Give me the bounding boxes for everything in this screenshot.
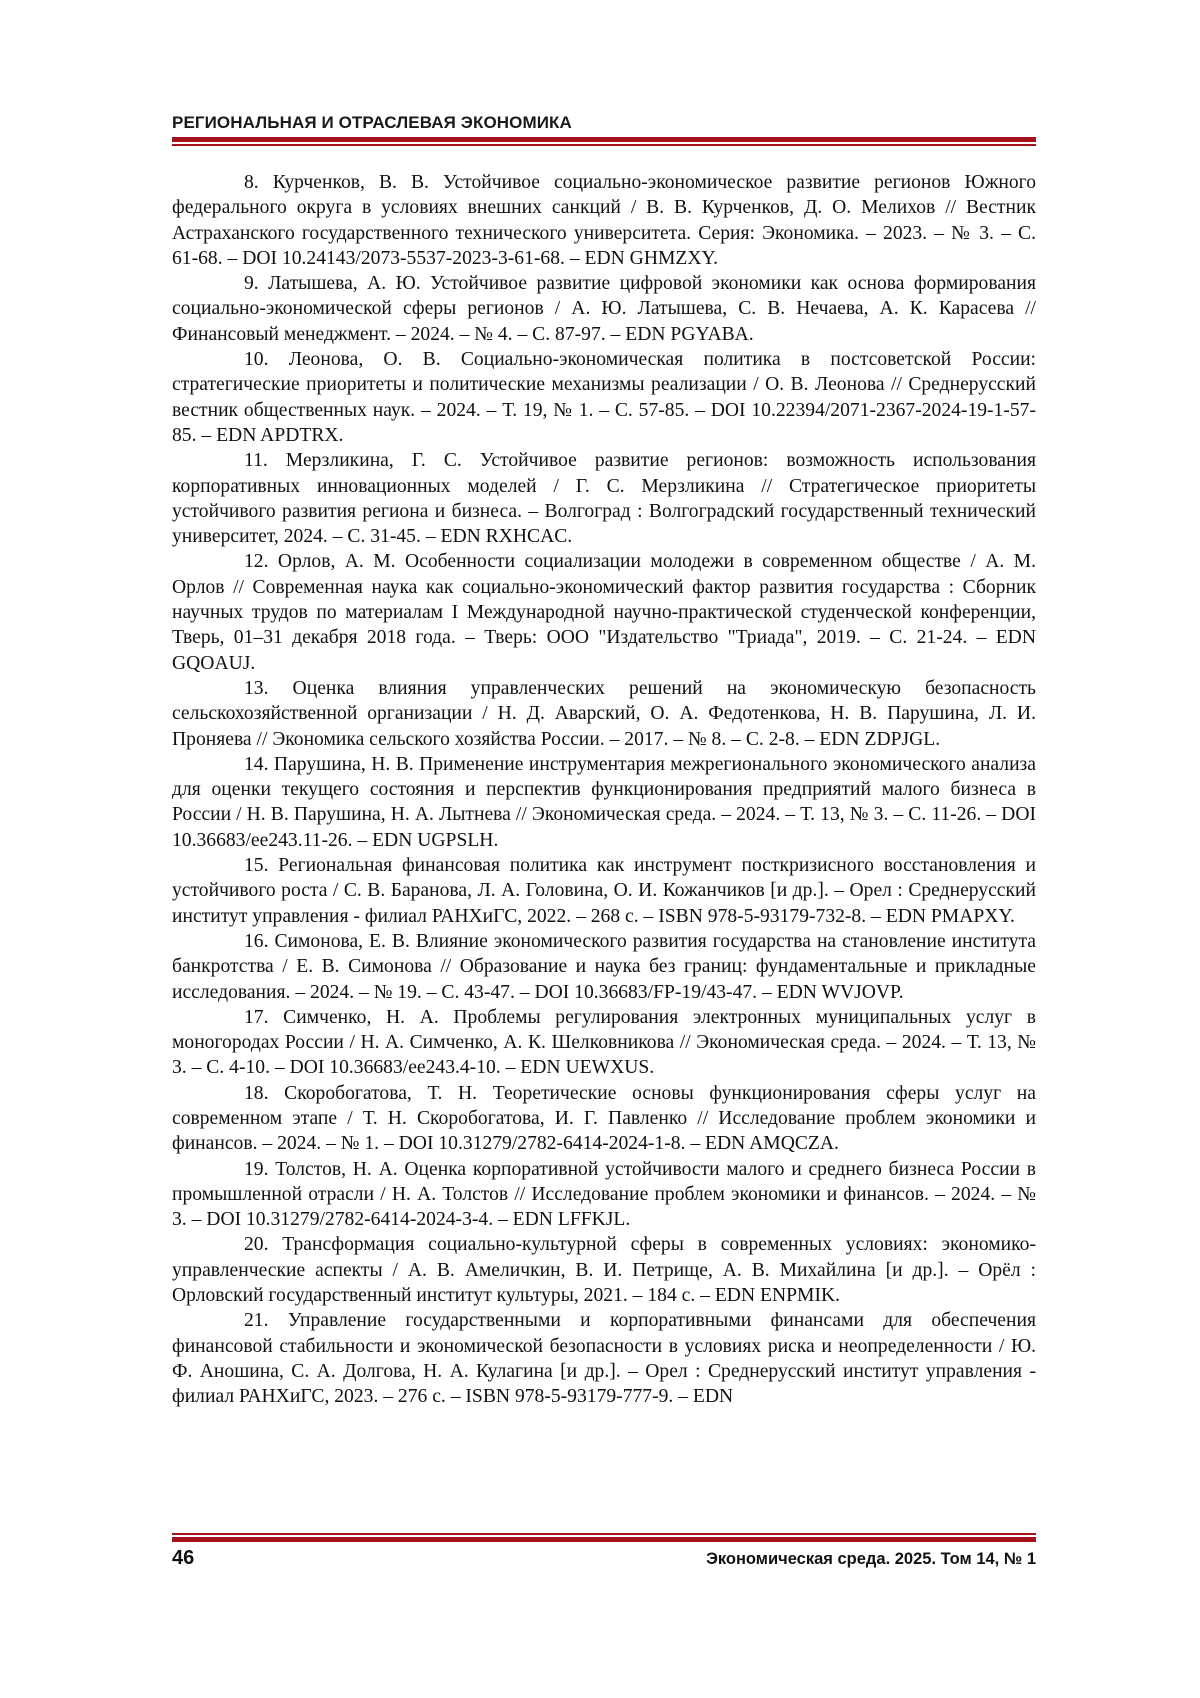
reference-item: 16. Симонова, Е. В. Влияние экономического развития государства на становление института банкротства / Е. В. Симонова // Образование и наука без границ: фундаменталь­ные и прикладные исследования. – 2024. – № 19. – С. 43-47. – DOI 10.36683/FP-19/43-47. – EDN WVJOVP. xyxy=(172,929,1036,1005)
reference-item: 19. Толстов, Н. А. Оценка корпоративной устойчивости малого и среднего бизнеса России в промышленной отрасли / Н. А. Толстов // Исследование проблем экономики и финансов. – 2024. – № 3. – DOI 10.31279/2782-6414-2024-3-4. – EDN LFFKJL. xyxy=(172,1157,1036,1233)
reference-item: 21. Управление государственными и корпоративными финансами для обеспечения финансовой стабильности и экономической безопасности в условиях риска и неопределен­ности / Ю. Ф. Аношина, С. А. Долгова, Н. А. Кулагина [и др.]. – Орел : Среднерусский институт управления - филиал РАНХиГС, 2023. – 276 с. – ISBN 978-5-93179-777-9. – EDN xyxy=(172,1308,1036,1409)
header-rule-thick xyxy=(172,137,1036,142)
footer-rule-thin xyxy=(172,1533,1036,1535)
reference-item: 14. Парушина, Н. В. Применение инструментария межрегионального экономиче­ского анализа для оценки текущего состояния и перспектив функционирования предприя­тий малого бизнеса в России / Н. В. Парушина, Н. А. Лытнева // Экономическая среда. – 2024. – Т. 13, № 3. – С. 11-26. – DOI 10.36683/ee243.11-26. – EDN UGPSLH. xyxy=(172,752,1036,853)
reference-item: 20. Трансформация социально-культурной сферы в современных условиях: эконо­мико-управленческие аспекты / А. В. Амеличкин, В. И. Петрище, А. В. Михайлина [и др.]. – Орёл : Орловский государственный институт культуры, 2021. – 184 с. – EDN ENPMIK. xyxy=(172,1232,1036,1308)
reference-list xyxy=(172,170,1036,1410)
page-number: 46 xyxy=(172,1547,194,1570)
reference-item: 10. Леонова, О. В. Социально-экономическая политика в постсоветской России: стратегические приоритеты и политические механизмы реализации / О. В. Леонова // Сред­нерусский вестник общественных наук. – 2024. – Т. 19, № 1. – С. 57-85. – DOI 10.22394/2071-2367-2024-19-1-57-85. – EDN APDTRX. xyxy=(172,347,1036,448)
journal-page xyxy=(0,0,1200,1698)
reference-item: 15. Региональная финансовая политика как инструмент посткризисного восстанов­ления и устойчивого роста / С. В. Баранова, Л. А. Головина, О. И. Кожанчиков [и др.]. – Орел : Среднерусский институт управления - филиал РАНХиГС, 2022. – 268 с. – ISBN 978-5-93179-732-8. – EDN PMAPXY. xyxy=(172,853,1036,929)
reference-item: 8. Курченков, В. В. Устойчивое социально-экономическое развитие регионов Юж­ного федерального округа в условиях внешних санкций / В. В. Курченков, Д. О. Мелихов // Вестник Астраханского государственного технического университета. Серия: Эконо­мика. – 2023. – № 3. – С. 61-68. – DOI 10.24143/2073-5537-2023-3-61-68. – EDN GHMZXY. xyxy=(172,170,1036,271)
reference-item: 13. Оценка влияния управленческих решений на экономическую безопасность сельскохозяйственной организации / Н. Д. Аварский, О. А. Федотенкова, Н. В. Парушина, Л. И. Проняева // Экономика сельского хозяйства России. – 2017. – № 8. – С. 2-8. – EDN ZDPJGL. xyxy=(172,676,1036,752)
header-rule-thin xyxy=(172,144,1036,146)
reference-item: 12. Орлов, А. М. Особенности социализации молодежи в современном обществе / А. М. Орлов // Современная наука как социально-экономический фактор развития государ­ства : Сборник научных трудов по материалам I Международной научно-практической студенческой конференции, Тверь, 01–31 декабря 2018 года. – Тверь: ООО "Издательство "Триада", 2019. – С. 21-24. – EDN GQOAUJ. xyxy=(172,549,1036,675)
reference-item: 11. Мерзликина, Г. С. Устойчивое развитие регионов: возможность использования корпоративных инновационных моделей / Г. С. Мерзликина // Стратегическое приоритеты устойчивого развития региона и бизнеса. – Волгоград : Волгоградский государственный технический университет, 2024. – С. 31-45. – EDN RXHCAC. xyxy=(172,448,1036,549)
section-title: РЕГИОНАЛЬНАЯ И ОТРАСЛЕВАЯ ЭКОНОМИКА xyxy=(172,113,572,133)
reference-item: 9. Латышева, А. Ю. Устойчивое развитие цифровой экономики как основа форми­рования социально-экономической сферы регионов / А. Ю. Латышева, С. В. Нечаева, А. К. Карасева // Финансовый менеджмент. – 2024. – № 4. – С. 87-97. – EDN PGYABA. xyxy=(172,271,1036,347)
footer-rule-thick xyxy=(172,1537,1036,1542)
journal-citation: Экономическая среда. 2025. Том 14, № 1 xyxy=(706,1550,1036,1569)
reference-item: 18. Скоробогатова, Т. Н. Теоретические основы функционирования сферы услуг на современном этапе / Т. Н. Скоробогатова, И. Г. Павленко // Исследование проблем эконо­мики и финансов. – 2024. – № 1. – DOI 10.31279/2782-6414-2024-1-8. – EDN AMQCZA. xyxy=(172,1081,1036,1157)
reference-item: 17. Симченко, Н. А. Проблемы регулирования электронных муниципальных услуг в моногородах России / Н. А. Симченко, А. К. Шелковникова // Экономическая среда. – 2024. – Т. 13, № 3. – С. 4-10. – DOI 10.36683/ee243.4-10. – EDN UEWXUS. xyxy=(172,1005,1036,1081)
